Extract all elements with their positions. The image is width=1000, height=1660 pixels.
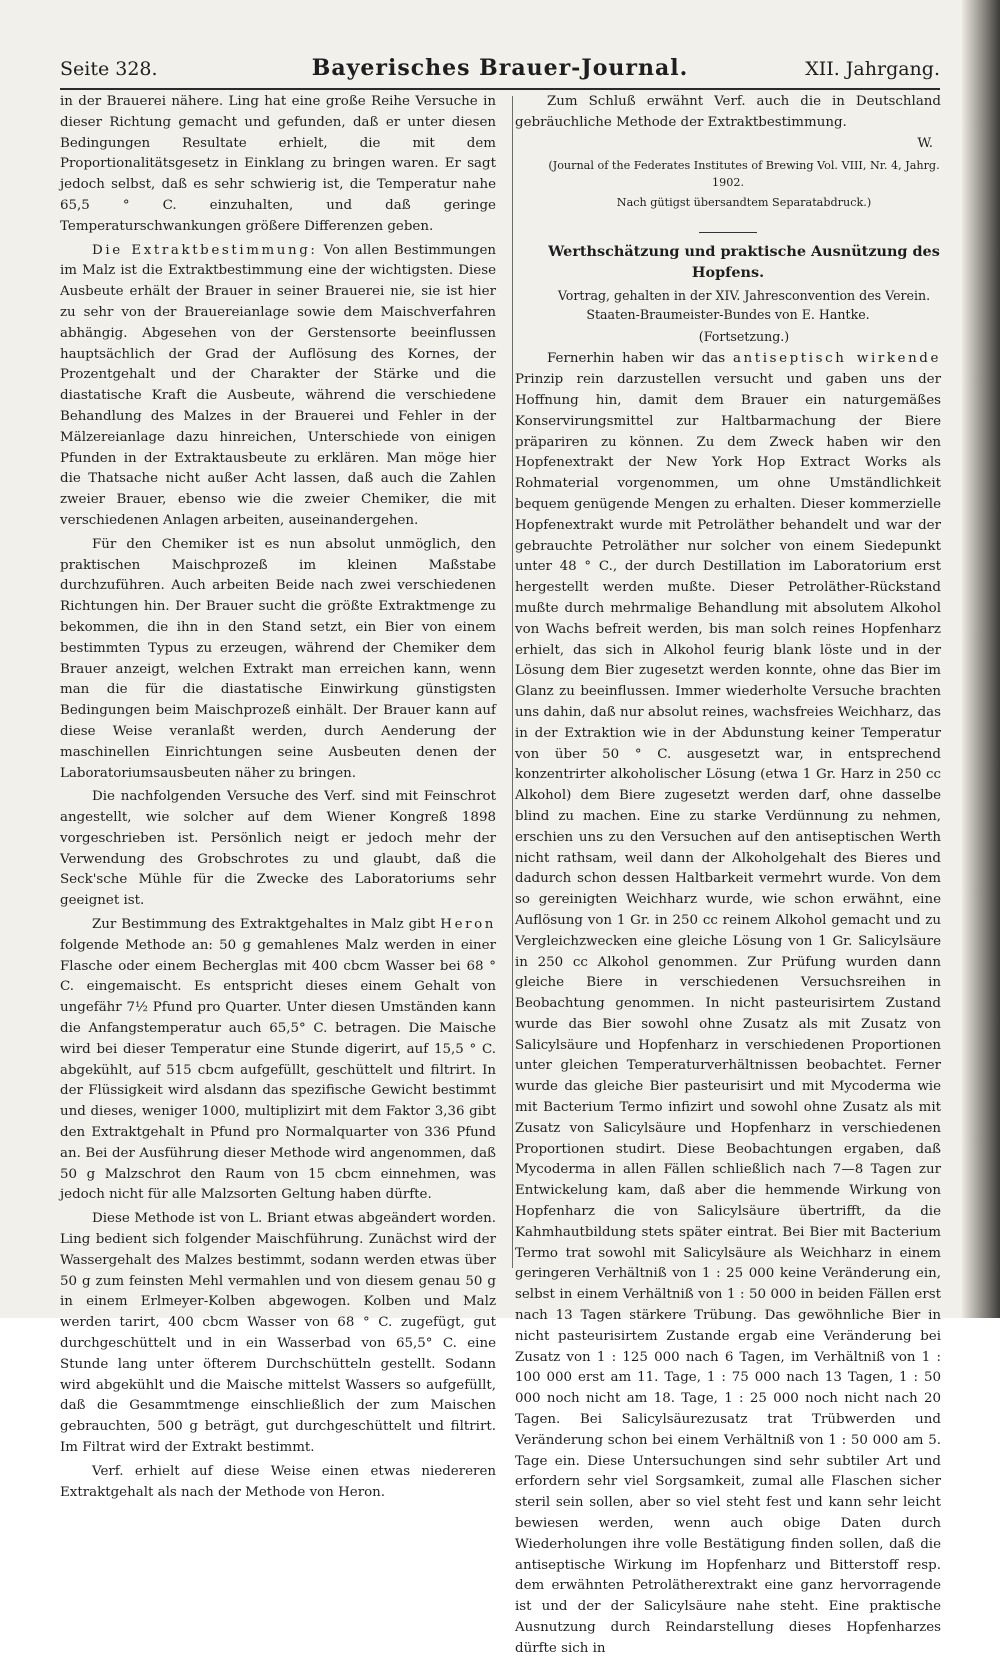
author-name: Heron	[440, 917, 496, 933]
article-subtitle: Vortrag, gehalten in der XIV. Jahresconvention des Verein. Staaten-Braumeister-Bundes von E. Hantke.	[557, 288, 931, 323]
article-title: Werthschätzung und praktische Ausnützung des Hopfens.	[548, 243, 940, 282]
page-number: Seite 328.	[60, 58, 158, 80]
paragraph: Diese Methode ist von L. Briant etwas abgeändert worden. Ling bedient sich folgender Maischführung. Zunächst wird der Wassergehalt des Malzes bestimmt, sodann werden etwas über 50 g zum feinsten Mehl vermahlen und von diesem genau 50 g in einem Erlmeyer-Kolben abgewogen. Kolben und Malz werden tarirt, 400 cbcm Wasser von 68 ° C. zugefügt, gut durchgeschüttelt und in ein Wasserbad von 65,5° C. eine Stunde lang unter öfterem Durchschütteln gestellt. Sodann wird abgekühlt und die Maische mittelst Wassers so aufgefüllt, daß die Gesammtmenge einschließlich der zum Maischen gebrauchten, 500 g beträgt, gut durchgeschüttelt und filtrirt. Im Filtrat wird der Extrakt bestimmt.	[60, 1211, 496, 1455]
journal-title: Bayerisches Brauer-Journal.	[311, 55, 689, 81]
right-column	[515, 92, 941, 1656]
author-signature: W.	[917, 135, 933, 151]
paragraph	[515, 349, 941, 1659]
page-edge-shadow	[962, 0, 1000, 1318]
citation-line: Nach gütigst übersandtem Separatabdruck.)	[616, 196, 872, 210]
paragraph: in der Brauerei nähere. Ling hat eine große Reihe Versuche in dieser Richtung gemacht und gefunden, daß er unter diesen Bedingungen Resultate erhielt, die mit dem Proportionalitätsgesetz in Einklang zu bringen waren. Er sagt jedoch selbst, daß es sehr schwierig ist, die Temperatur nahe 65,5 ° C. einzuhalten, und daß geringe Temperaturschwankungen größere Differenzen geben.	[60, 94, 496, 234]
citation-line: (Journal of the Federates Institutes of Brewing Vol. VIII, Nr. 4, Jahrg. 1902.	[548, 159, 940, 190]
paragraph-text: Zur Bestimmung des Extraktgehaltes in Malz gibt	[92, 917, 441, 933]
column-divider	[512, 96, 513, 1268]
paragraph: Für den Chemiker ist es nun absolut unmöglich, den praktischen Maischprozeß im kleinen Maßstabe durchzuführen. Auch arbeiten Beide nach zwei verschiedenen Richtungen hin. Der Brauer sucht die größte Extraktmenge zu bekommen, die ihn in den Stand setzt, ein Bier von einem bestimmten Typus zu erzeugen, während der Chemiker dem Brauer anzeigt, welchen Extrakt man erreichen kann, wenn man die für die diastatische Einwirkung günstigsten Bedingungen beim Maischprozeß einhält. Der Brauer kann auf diese Weise veranlaßt werden, durch Aenderung der maschinellen Einrichtungen seine Ausbeuten denen der Laboratoriumsausbeuten näher zu bringen.	[60, 536, 496, 781]
paragraph	[60, 915, 496, 1206]
volume-label: XII. Jahrgang.	[805, 58, 940, 80]
paragraph-text: folgende Methode an: 50 g gemahlenes Malz werden in einer Flasche oder einem Becherglas mit 400 cbcm Wasser bei 68 ° C. eingemaischt. Es entspricht dieses einem Gehalt von ungefähr 7½ Pfund pro Quarter. Unter diesen Umständen kann die Anfangstemperatur auch 65,5° C. betragen. Die Maische wird bei dieser Temperatur eine Stunde digerirt, auf 15,5 ° C. abgekühlt, auf 515 cbcm aufgefüllt, geschüttelt und filtrirt. In der Flüssigkeit wird alsdann das spezifische Gewicht bestimmt und dieses, weniger 1000, multiplizirt mit dem Faktor 3,36 gibt den Extraktgehalt in Pfund pro Normalquarter von 336 Pfund an. Bei der Ausführung dieser Methode wird angenommen, daß 50 g Malzschrot den Raum von 15 cbcm einnehmen, was jedoch nicht für alle Malzsorten Geltung haben dürfte.	[60, 937, 496, 1203]
paragraph-text: Zum Schluß erwähnt Verf. auch die in Deutschland gebräuchliche Methode der Extraktbestimmung.	[515, 94, 941, 130]
continuation-note: (Fortsetzung.)	[698, 329, 790, 345]
paragraph	[60, 241, 496, 532]
section-separator	[699, 232, 757, 233]
paragraph	[515, 92, 941, 154]
page-header	[60, 50, 940, 84]
paragraph-text: Fernerhin haben wir das	[547, 351, 733, 367]
paragraph-text: Von allen Bestimmungen im Malz ist die Extraktbestimmung eine der wichtigsten. Diese Ausbeute erhält der Brauer in seiner Brauerei nie, sie ist hier zu sehr von der Brauereianlage sowie dem Maischverfahren abhängig. Abgesehen von der Gerstensorte beeinflussen hauptsächlich der Grad der Auflösung des Kornes, der Prozentgehalt und der Charakter der Stärke und die diastatische Kraft die Ausbeute, während die verschiedene Behandlung des Malzes in der Brauerei und Fehler in der Mälzereianlage dazu hinreichen, Unterschiede von einigen Pfunden in der Extraktausbeute zu erklären. Man möge hier die Thatsache nicht außer Acht lassen, daß auch die Zahlen zweier Brauer, ebenso wie die zweier Chemiker, die mit verschiedenen Anlagen arbeiten, auseinandergehen.	[60, 242, 496, 528]
section-lead: Die Extraktbestimmung:	[92, 242, 318, 258]
paragraph-text: Prinzip rein darzustellen versucht und gaben uns der Hoffnung hin, damit dem Brauer ein naturgemäßes Konservirungsmittel zur Haltbarmachung der Biere präpariren zu können. Zu dem Zweck haben wir den Hopfenextrakt der New York Hop Extract Works als Rohmaterial vorgenommen, um ohne Umständlichkeit bequem genügende Mengen zu erhalten. Dieser kommerzielle Hopfenextrakt wurde mit Petroläther behandelt und war der gebrauchte Petroläther nur solcher von einem Siedepunkt unter 48 ° C., der durch Destillation im Laboratorium erst hergestellt werden mußte. Dieser Petroläther-Rückstand mußte durch mehrmalige Behandlung mit absolutem Alkohol von Wachs befreit werden, bis man solch reines Hopfenharz erhielt, das sich in Alkohol feurig blank löste und in der Lösung dem Bier zugesetzt werden konnte, ohne das Bier im Glanz zu beeinflussen. Immer wiederholte Versuche brachten uns dahin, daß nur absolut reines, wachsfreies Weichharz, das in der Extraktion wie in der Abdunstung keiner Temperatur von über 50 ° C. ausgesetzt war, in entsprechend konzentrirter alkoholischer Lösung (etwa 1 Gr. Harz in 250 cc Alkohol) dem Biere zugesetzt werden darf, ohne dasselbe blind zu machen. Eine zu starke Verdünnung zu nehmen, erschien uns zu den Versuchen auf den antiseptischen Werth nicht rathsam, weil dann der Alkoholgehalt des Bieres und dadurch schon dessen Haltbarkeit vermehrt wurde. Von dem so gereinigten Weichharz wurde, wie schon erwähnt, eine Auflösung von 1 Gr. in 250 cc reinem Alkohol gemacht und zu Vergleichzwecken eine gleiche Lösung von 1 Gr. Salicylsäure in 250 cc Alkohol genommen. Zur Prüfung wurden dann gleiche Biere in verschiedenen Versuchsreihen in Beobachtung genommen. In nicht pasteurisirtem Zustand wurde das Bier sowohl ohne Zusatz als mit Zusatz von Salicylsäure und Hopfenharz in verschiedenen Proportionen unter gleichen Temperaturverhältnissen beobachtet. Ferner wurde das gleiche Bier pasteurisirt und mit Mycoderma wie mit Bacterium Termo infizirt und sowohl ohne Zusatz als mit Zusatz von Salicylsäure und Hopfenharz in verschiedenen Proportionen studirt. Diese Beobachtungen ergaben, daß Mycoderma in allen Fällen schließlich nach 7—8 Tagen zur Entwickelung kam, daß aber die hemmende Wirkung von Hopfenharz die von Salicylsäure übertrifft, da die Kahmhautbildung stets später eintrat. Bei Bier mit Bacterium Termo trat sowohl mit Salicylsäure als Weichharz in einem geringeren Verhältniß von 1 : 25 000 keine Veränderung ein, selbst in einem Verhältniß von 1 : 50 000 in beiden Fällen erst nach 13 Tagen stärkere Trübung. Das gewöhnliche Bier in nicht pasteurisirtem Zustande ergab eine Veränderung bei Zusatz von 1 : 125 000 nach 6 Tagen, im Verhältniß von 1 : 100 000 erst am 11. Tage, 1 : 75 000 nach 13 Tagen, 1 : 50 000 noch nicht am 18. Tage, 1 : 25 000 noch nicht nach 20 Tagen. Bei Salicylsäurezusatz trat Trübwerden und Veränderung schon bei einem Verhältniß von 1 : 50 000 am 5. Tage ein. Diese Untersuchungen sind sehr subtiler Art und erfordern sehr viel Sorgsamkeit, zumal alle Flaschen sicher steril sein sollen, aber so viel steht fest und kann sehr leicht bewiesen werden, wenn auch obige Daten durch Wiederholungen ihre volle Bestätigung finden sollen, daß die antiseptische Wirkung im Hopfenharz und Bitterstoff resp. dem erwähnten Petrolätherextrakt eine ganz hervorragende ist und der der Salicylsäure nahe steht. Eine praktische Ausnutzung durch Reindarstellung dieses Hopfenharzes dürfte sich in	[515, 372, 941, 1656]
emphasis-text: antiseptisch wirkende	[732, 351, 941, 367]
header-rule	[60, 88, 940, 90]
paragraph: Verf. erhielt auf diese Weise einen etwas niedereren Extraktgehalt als nach der Methode von Heron.	[60, 1463, 496, 1500]
paragraph: Die nachfolgenden Versuche des Verf. sind mit Feinschrot angestellt, wie solcher auf dem Wiener Kongreß 1898 vorgeschrieben ist. Persönlich neigt er jedoch mehr der Verwendung des Grobschrotes zu und glaubt, daß die Seck'sche Mühle für die Zwecke des Laboratoriums sehr geeignet ist.	[60, 789, 496, 909]
left-column	[60, 92, 496, 1500]
